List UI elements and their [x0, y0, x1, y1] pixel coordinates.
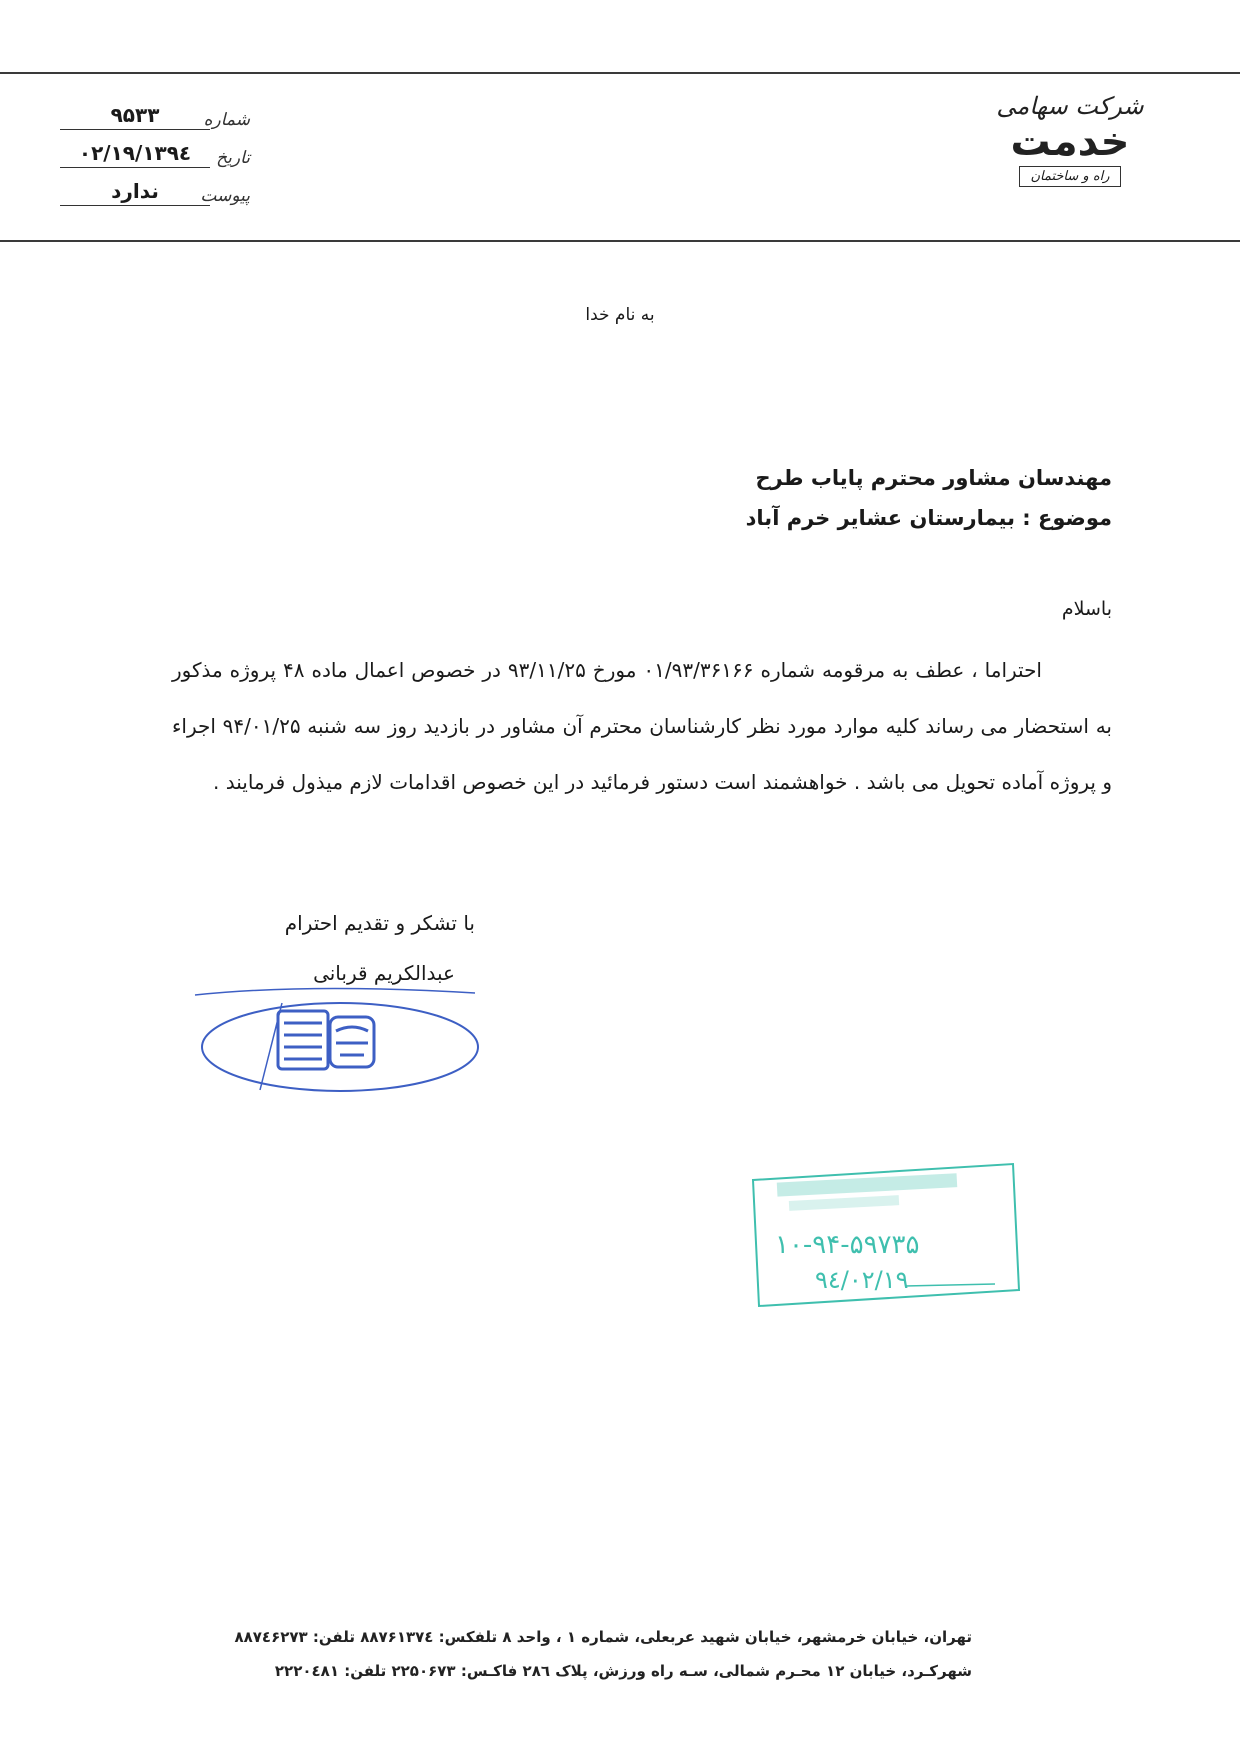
logo-company-name: خدمت: [1010, 119, 1130, 165]
receipt-stamp: [745, 1158, 1025, 1308]
logo-company-type: شرکت سهامی: [996, 92, 1144, 120]
receipt-subheader-bar: [789, 1195, 899, 1211]
signer-name: عبدالکریم قربانی: [313, 961, 455, 985]
footer-addresses: [234, 1620, 972, 1688]
company-seal-icon: [278, 1011, 374, 1069]
receipt-date: ۹٤/۰۲/۱۹: [815, 1266, 909, 1294]
closing-block: [245, 898, 475, 998]
company-logo: [990, 92, 1150, 222]
attachment-label: پیوست: [200, 186, 250, 206]
receipt-date-line: [905, 1284, 995, 1286]
letter-meta: [60, 92, 250, 206]
date-label: تاریخ: [216, 148, 250, 168]
receipt-number: ۱۰-۹۴-۵۹۷۳۵: [775, 1230, 920, 1260]
date-value: ۱۳۹٤/۰۲/۱۹: [60, 141, 210, 168]
recipient: مهندسان مشاور محترم پایاب طرح: [755, 466, 1112, 490]
header-bottom-rule: [0, 240, 1240, 242]
number-row: [60, 92, 250, 130]
closing-regards: با تشکر و تقدیم احترام: [284, 911, 475, 935]
number-label: شماره: [203, 110, 250, 130]
subject: موضوع : بیمارستان عشایر خرم آباد: [745, 506, 1112, 530]
attachment-value: ندارد: [60, 179, 210, 206]
footer-shahrekord-address: شهرکـرد، خیابان ۱۲ محـرم شمالی، سـه راه ورزش، پلاک ۲۸٦ فاکـس: ۲۲۵۰۶۷۳ تلفن: ۲۲۲۰٤۸۱: [274, 1662, 972, 1680]
signature-stroke: [195, 988, 475, 995]
attachment-row: [60, 168, 250, 206]
footer-tehran-address: تهران، خیابان خرمشهر، خیابان شهید عربعلی، شماره ۱ ، واحد ۸ تلفکس: ۸۸۷۶۱۳۷٤ تلفن: ۸۸۷٤۶۲۷۳: [234, 1628, 972, 1646]
number-value: ۹۵۳۳: [60, 103, 210, 130]
basmala: به نام خدا: [585, 305, 655, 325]
letter-body: احتراما ، عطف به مرقومه شماره ۰۱/۹۳/۳۶۱۶۶ مورخ ۹۳/۱۱/۲۵ در خصوص اعمال ماده ۴۸ پروژه مذکور به استحضار می رساند کلیه موارد مورد نظر کارشناسان محترم آن مشاور در بازدید روز سه شنبه ۹۴/۰۱/۲۵ اجراء و پروژه آماده تحویل می باشد . خواهشمند است دستور فرمائید در این خصوص اقدامات لازم میذول فرمایند .: [172, 658, 1112, 794]
signature-stamp: [190, 985, 480, 1105]
greeting: باسلام: [1061, 598, 1112, 620]
date-row: [60, 130, 250, 168]
addressee-block: [746, 458, 1112, 538]
logo-tagline: راه و ساختمان: [1019, 166, 1120, 187]
header-top-rule: [0, 72, 1240, 74]
